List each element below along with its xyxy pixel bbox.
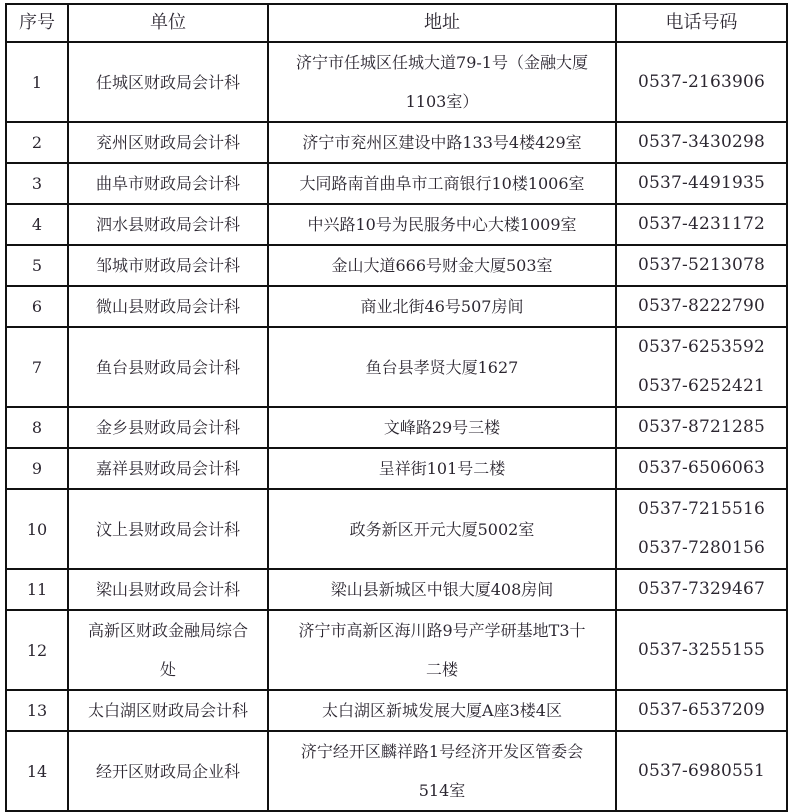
row-address: [268, 610, 616, 690]
header-index: 序号: [6, 4, 68, 42]
table-row: [6, 327, 787, 407]
row-phone-line: 0537-6980551: [637, 760, 766, 781]
row-unit: [68, 731, 268, 811]
row-unit: [68, 610, 268, 690]
row-phone: [616, 42, 787, 122]
row-unit-line: 鱼台县财政局会计科: [95, 357, 240, 377]
row-phone: [616, 327, 787, 407]
row-unit: [68, 204, 268, 245]
row-unit: [68, 122, 268, 163]
table-row: [6, 731, 787, 811]
table-row: [6, 245, 787, 286]
row-phone-line: 0537-6506063: [637, 458, 766, 478]
row-phone-line: 0537-3430298: [637, 132, 766, 152]
row-address: [268, 569, 616, 610]
row-address-line: 514室: [418, 781, 466, 800]
row-phone: [616, 489, 787, 569]
row-unit-line: 太白湖区财政局会计科: [87, 701, 248, 720]
row-phone: [616, 245, 787, 286]
row-address: [268, 204, 616, 245]
row-address-line: 济宁市兖州区建设中路133号4楼429室: [302, 133, 582, 152]
row-phone-line: 0537-3255155: [637, 639, 766, 660]
row-unit: [68, 489, 268, 569]
row-unit-line: 泗水县财政局会计科: [95, 215, 240, 234]
row-index: 4: [6, 204, 68, 245]
table-row: [6, 407, 787, 448]
row-index: 13: [6, 690, 68, 731]
contacts-table: [5, 3, 788, 812]
row-phone: [616, 569, 787, 610]
row-unit: [68, 245, 268, 286]
table-row: [6, 163, 787, 204]
row-phone-line: 0537-5213078: [637, 255, 766, 275]
row-address-line: 二楼: [425, 660, 458, 679]
row-unit-line: 任城区财政局会计科: [95, 72, 240, 92]
row-phone-line: 0537-8721285: [637, 417, 766, 437]
row-address-line: 鱼台县孝贤大厦1627: [365, 357, 519, 377]
row-index: 14: [6, 731, 68, 811]
row-address-line: 金山大道666号财金大厦503室: [331, 256, 553, 275]
table-row: [6, 569, 787, 610]
row-index: 5: [6, 245, 68, 286]
row-unit: [68, 690, 268, 731]
row-unit: [68, 448, 268, 489]
row-phone: [616, 407, 787, 448]
row-unit-line: 经开区财政局企业科: [95, 761, 240, 781]
row-address: [268, 245, 616, 286]
row-address-line: 济宁经开区麟祥路1号经济开发区管委会: [300, 742, 584, 761]
row-address: [268, 690, 616, 731]
row-unit-line: 嘉祥县财政局会计科: [95, 459, 240, 478]
row-address-line: 中兴路10号为民服务中心大楼1009室: [307, 215, 577, 234]
row-phone-line: 0537-7215516: [637, 499, 766, 519]
row-unit-line: 汶上县财政局会计科: [95, 519, 240, 539]
row-unit-line: 曲阜市财政局会计科: [95, 174, 240, 193]
row-unit: [68, 407, 268, 448]
row-index: 7: [6, 327, 68, 407]
row-address: [268, 163, 616, 204]
row-phone-line: 0537-2163906: [637, 71, 766, 92]
row-address-line: 商业北街46号507房间: [360, 297, 524, 316]
row-address-line: 济宁市任城区任城大道79-1号（金融大厦: [296, 53, 588, 72]
header-phone: 电话号码: [616, 4, 787, 42]
row-index: 3: [6, 163, 68, 204]
row-unit-line: 邹城市财政局会计科: [95, 256, 240, 275]
table-row: [6, 448, 787, 489]
row-phone: [616, 610, 787, 690]
row-unit: [68, 327, 268, 407]
row-phone-line: 0537-6252421: [637, 376, 766, 396]
row-unit: [68, 163, 268, 204]
row-phone-line: 0537-4231172: [637, 214, 766, 234]
row-phone: [616, 731, 787, 811]
table-row: [6, 610, 787, 690]
header-row: [6, 4, 787, 42]
row-unit: [68, 569, 268, 610]
header-address: 地址: [268, 4, 616, 42]
row-address-line: 太白湖区新城发展大厦A座3楼4区: [322, 701, 562, 720]
row-phone: [616, 122, 787, 163]
row-unit-line: 微山县财政局会计科: [95, 297, 240, 316]
row-address: [268, 42, 616, 122]
header-unit: 单位: [68, 4, 268, 42]
row-unit-line: 金乡县财政局会计科: [95, 418, 240, 437]
row-phone: [616, 690, 787, 731]
row-index: 11: [6, 569, 68, 610]
row-phone-line: 0537-7280156: [637, 538, 766, 558]
row-phone-line: 0537-8222790: [637, 296, 766, 316]
row-index: 1: [6, 42, 68, 122]
row-address-line: 1103室）: [405, 92, 479, 111]
row-index: 9: [6, 448, 68, 489]
row-address: [268, 489, 616, 569]
row-phone: [616, 286, 787, 327]
row-unit: [68, 286, 268, 327]
table-row: [6, 122, 787, 163]
row-phone: [616, 163, 787, 204]
row-address: [268, 407, 616, 448]
row-phone-line: 0537-7329467: [637, 579, 766, 599]
row-phone-line: 0537-6537209: [637, 700, 766, 720]
row-address-line: 大同路南首曲阜市工商银行10楼1006室: [299, 174, 585, 193]
row-index: 2: [6, 122, 68, 163]
table-row: [6, 286, 787, 327]
row-address-line: 政务新区开元大厦5002室: [349, 519, 535, 539]
row-unit-line: 梁山县财政局会计科: [95, 580, 240, 599]
table-row: [6, 489, 787, 569]
row-index: 12: [6, 610, 68, 690]
row-unit-line: 处: [159, 660, 176, 679]
table-row: [6, 42, 787, 122]
row-unit-line: 高新区财政金融局综合: [87, 621, 248, 640]
table-body: [6, 42, 787, 811]
row-index: 10: [6, 489, 68, 569]
table-row: [6, 690, 787, 731]
row-unit: [68, 42, 268, 122]
row-address-line: 文峰路29号三楼: [383, 418, 501, 437]
row-phone: [616, 448, 787, 489]
row-address: [268, 327, 616, 407]
row-phone-line: 0537-4491935: [637, 173, 766, 193]
table-row: [6, 204, 787, 245]
row-unit-line: 兖州区财政局会计科: [95, 133, 240, 152]
row-address: [268, 448, 616, 489]
row-address: [268, 122, 616, 163]
row-phone-line: 0537-6253592: [637, 337, 766, 357]
row-address: [268, 731, 616, 811]
row-address-line: 济宁市高新区海川路9号产学研基地T3十: [298, 621, 586, 640]
row-index: 8: [6, 407, 68, 448]
row-address-line: 梁山县新城区中银大厦408房间: [330, 580, 554, 599]
row-address: [268, 286, 616, 327]
row-address-line: 呈祥街101号二楼: [378, 459, 506, 478]
row-phone: [616, 204, 787, 245]
row-index: 6: [6, 286, 68, 327]
